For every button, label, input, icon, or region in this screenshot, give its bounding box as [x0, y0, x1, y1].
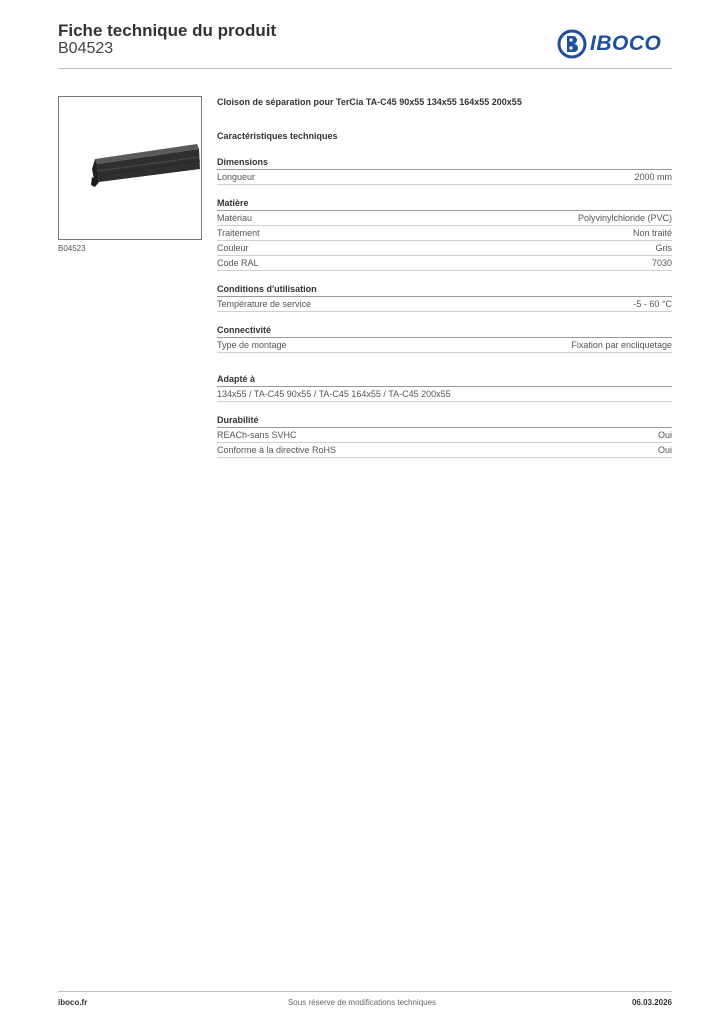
spec-label: Code RAL	[217, 258, 259, 268]
spec-value: Oui	[657, 430, 672, 440]
section-durabilite	[217, 414, 672, 458]
spec-row	[217, 338, 672, 353]
spec-value: Non traité	[632, 228, 672, 238]
spec-value: 2000 mm	[634, 172, 672, 182]
logo-wordmark: IBOCO	[590, 32, 662, 55]
section-title: Matière	[217, 197, 672, 211]
product-title: Cloison de séparation pour TerCia TA-C45 90x55 134x55 164x55 200x55	[217, 97, 522, 107]
spec-label: Traitement	[217, 228, 260, 238]
section-title: Durabilité	[217, 414, 672, 428]
footer-divider	[58, 991, 672, 992]
section-title: Adapté à	[217, 373, 672, 387]
spec-value: Oui	[657, 445, 672, 455]
spec-label: Matériau	[217, 213, 253, 223]
section-dimensions	[217, 156, 672, 185]
partition-profile-image	[59, 97, 201, 239]
product-image	[58, 96, 202, 240]
spec-value: 7030	[651, 258, 672, 268]
spec-label: Longueur	[217, 172, 256, 182]
spec-value: Gris	[655, 243, 672, 253]
section-title: Dimensions	[217, 156, 672, 170]
section-adapte	[217, 373, 672, 402]
spec-row	[217, 443, 672, 458]
spec-row	[217, 256, 672, 271]
spec-row	[217, 297, 672, 312]
spec-value: Fixation par encliquetage	[571, 340, 672, 350]
section-title: Connectivité	[217, 324, 672, 338]
tech-heading: Caractéristiques techniques	[217, 131, 338, 141]
section-title: Conditions d'utilisation	[217, 283, 672, 297]
spec-label: REACh-sans SVHC	[217, 430, 297, 440]
spec-label: Type de montage	[217, 340, 287, 350]
product-code: B04523	[58, 40, 114, 57]
spec-value: -5 - 60 °C	[633, 299, 672, 309]
footer-website-link[interactable]: iboco.fr	[58, 998, 88, 1007]
spec-value: Polyvinylchloride (PVC)	[577, 213, 672, 223]
footer-notice: Sous réserve de modifications techniques	[287, 998, 437, 1007]
spec-content	[217, 96, 672, 458]
spec-label: Température de service	[217, 299, 312, 309]
header-divider	[58, 68, 672, 69]
section-connectivite	[217, 324, 672, 353]
spec-label: Conforme à la directive RoHS	[217, 445, 337, 455]
page-title: Fiche technique du produit	[58, 21, 277, 40]
spec-label: Couleur	[217, 243, 249, 253]
spec-row	[217, 226, 672, 241]
spec-row	[217, 241, 672, 256]
section-matiere	[217, 197, 672, 271]
spec-label: 134x55 / TA-C45 90x55 / TA-C45 164x55 / TA-C45 200x55	[217, 389, 451, 399]
section-conditions	[217, 283, 672, 312]
spec-row	[217, 428, 672, 443]
iboco-logo-icon	[557, 29, 587, 59]
spec-row	[217, 211, 672, 226]
spec-row	[217, 170, 672, 185]
image-caption: B04523	[58, 244, 86, 253]
spec-row	[217, 387, 672, 402]
brand-logo	[557, 28, 675, 60]
footer-date: 06.03.2026	[631, 998, 672, 1007]
